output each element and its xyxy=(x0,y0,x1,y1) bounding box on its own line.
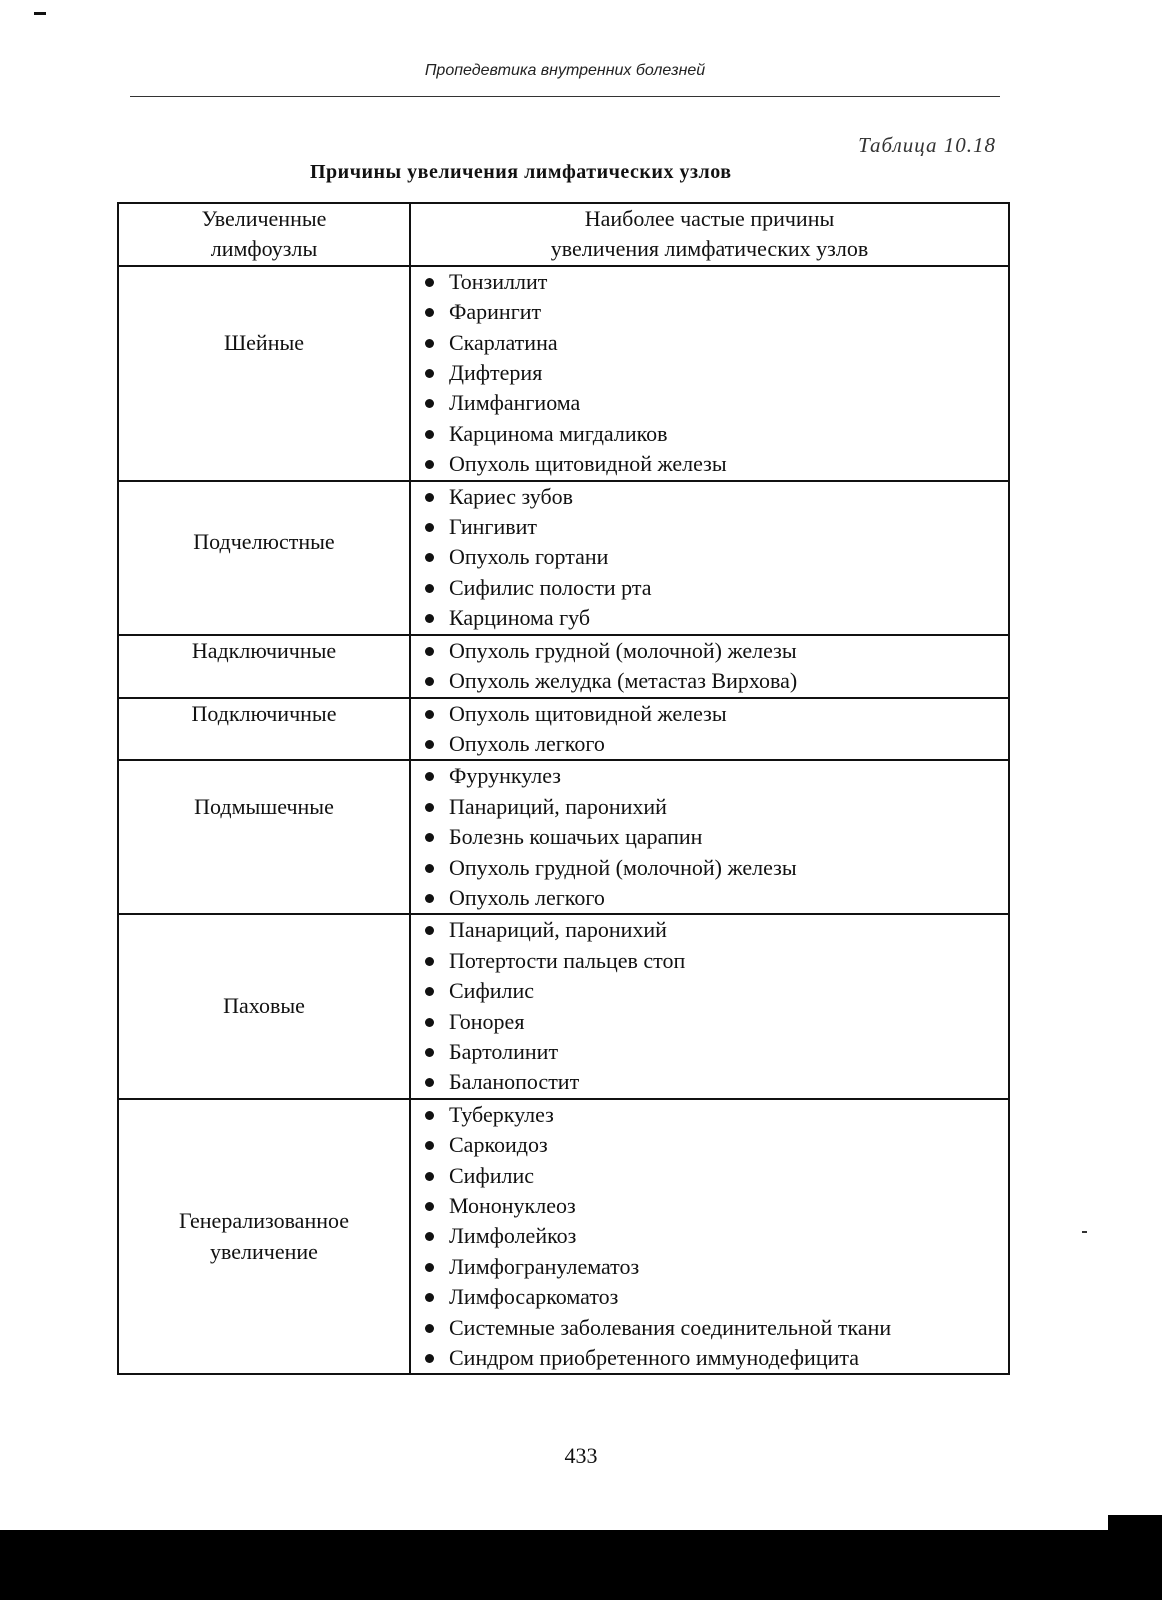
scan-bottom-bar xyxy=(0,1530,1162,1600)
list-item: Гингивит xyxy=(421,512,1008,542)
table-row xyxy=(118,760,1009,914)
region-label: Надключичные xyxy=(191,637,337,663)
table-row xyxy=(118,698,1009,761)
list-item: Лимфосаркоматоз xyxy=(421,1282,1008,1312)
list-item: Сифилис xyxy=(421,1161,1008,1191)
list-item: Потертости пальцев стоп xyxy=(421,946,1008,976)
causes-cell xyxy=(410,760,1009,914)
region-label-line1: Генерализованное xyxy=(178,1208,350,1234)
causes-list xyxy=(411,482,1008,634)
list-item: Опухоль легкого xyxy=(421,883,1008,913)
list-item: Фарингит xyxy=(421,297,1008,327)
region-cell xyxy=(118,698,410,761)
page-number: 433 xyxy=(564,1443,598,1468)
region-cell xyxy=(118,1099,410,1375)
column-header-causes xyxy=(410,203,1009,266)
list-item: Скарлатина xyxy=(421,328,1008,358)
region-cell xyxy=(118,760,410,914)
list-item: Панариций, паронихий xyxy=(421,792,1008,822)
list-item: Лимфогранулематоз xyxy=(421,1252,1008,1282)
scan-corner-mark xyxy=(34,12,46,15)
column-header-causes-line2: увеличения лимфатических узлов xyxy=(550,236,869,262)
region-cell xyxy=(118,914,410,1098)
table-row xyxy=(118,1099,1009,1375)
list-item: Фурункулез xyxy=(421,761,1008,791)
causes-cell xyxy=(410,914,1009,1098)
list-item: Сифилис полости рта xyxy=(421,573,1008,603)
list-item: Гонорея xyxy=(421,1007,1008,1037)
list-item: Сифилис xyxy=(421,976,1008,1006)
list-item: Опухоль легкого xyxy=(421,729,1008,759)
table-row xyxy=(118,481,1009,635)
region-label: Паховые xyxy=(223,993,305,1019)
region-cell xyxy=(118,635,410,698)
list-item: Опухоль грудной (молочной) железы xyxy=(421,636,1008,666)
table-title: Причины увеличения лимфатических узлов xyxy=(310,161,732,183)
causes-table xyxy=(117,202,1010,1375)
causes-list xyxy=(411,761,1008,913)
causes-cell xyxy=(410,481,1009,635)
list-item: Синдром приобретенного иммунодефицита xyxy=(421,1343,1008,1373)
list-item: Кариес зубов xyxy=(421,482,1008,512)
region-label: Шейные xyxy=(223,330,305,356)
list-item: Тонзиллит xyxy=(421,267,1008,297)
list-item: Опухоль щитовидной железы xyxy=(421,699,1008,729)
table-row xyxy=(118,635,1009,698)
causes-cell xyxy=(410,698,1009,761)
table-header-row xyxy=(118,203,1009,266)
list-item: Опухоль желудка (метастаз Вирхова) xyxy=(421,666,1008,696)
list-item: Карцинома губ xyxy=(421,603,1008,633)
region-cell xyxy=(118,266,410,481)
list-item: Опухоль грудной (молочной) железы xyxy=(421,853,1008,883)
table-label: Таблица 10.18 xyxy=(858,133,996,157)
header-rule xyxy=(130,96,1000,97)
list-item: Лимфолейкоз xyxy=(421,1221,1008,1251)
causes-cell xyxy=(410,266,1009,481)
list-item: Болезнь кошачьих царапин xyxy=(421,822,1008,852)
causes-list xyxy=(411,636,1008,697)
column-header-nodes-line2: лимфоузлы xyxy=(210,236,318,262)
list-item: Мононуклеоз xyxy=(421,1191,1008,1221)
running-header: Пропедевтика внутренних болезней xyxy=(424,62,706,79)
list-item: Баланопостит xyxy=(421,1067,1008,1097)
list-item: Саркоидоз xyxy=(421,1130,1008,1160)
scan-speck xyxy=(1082,1231,1087,1233)
list-item: Системные заболевания соединительной ткани xyxy=(421,1313,1008,1343)
column-header-causes-line1: Наиболее частые причины xyxy=(584,206,835,231)
causes-list xyxy=(411,915,1008,1097)
region-label: Подключичные xyxy=(191,700,337,726)
region-label: Подмышечные xyxy=(194,794,334,820)
list-item: Опухоль щитовидной железы xyxy=(421,449,1008,479)
column-header-nodes xyxy=(118,203,410,266)
causes-cell xyxy=(410,635,1009,698)
list-item: Опухоль гортани xyxy=(421,542,1008,572)
region-label: Подчелюстные xyxy=(193,529,335,555)
list-item: Туберкулез xyxy=(421,1100,1008,1130)
causes-list xyxy=(411,267,1008,480)
region-label-line2: увеличение xyxy=(210,1238,318,1264)
causes-list xyxy=(411,699,1008,760)
causes-list xyxy=(411,1100,1008,1374)
list-item: Дифтерия xyxy=(421,358,1008,388)
list-item: Панариций, паронихий xyxy=(421,915,1008,945)
region-cell xyxy=(118,481,410,635)
table-row xyxy=(118,266,1009,481)
column-header-nodes-line1: Увеличенные xyxy=(201,206,327,231)
causes-cell xyxy=(410,1099,1009,1375)
list-item: Лимфангиома xyxy=(421,388,1008,418)
list-item: Карцинома мигдаликов xyxy=(421,419,1008,449)
region-label xyxy=(179,1206,349,1267)
table-row xyxy=(118,914,1009,1098)
list-item: Бартолинит xyxy=(421,1037,1008,1067)
